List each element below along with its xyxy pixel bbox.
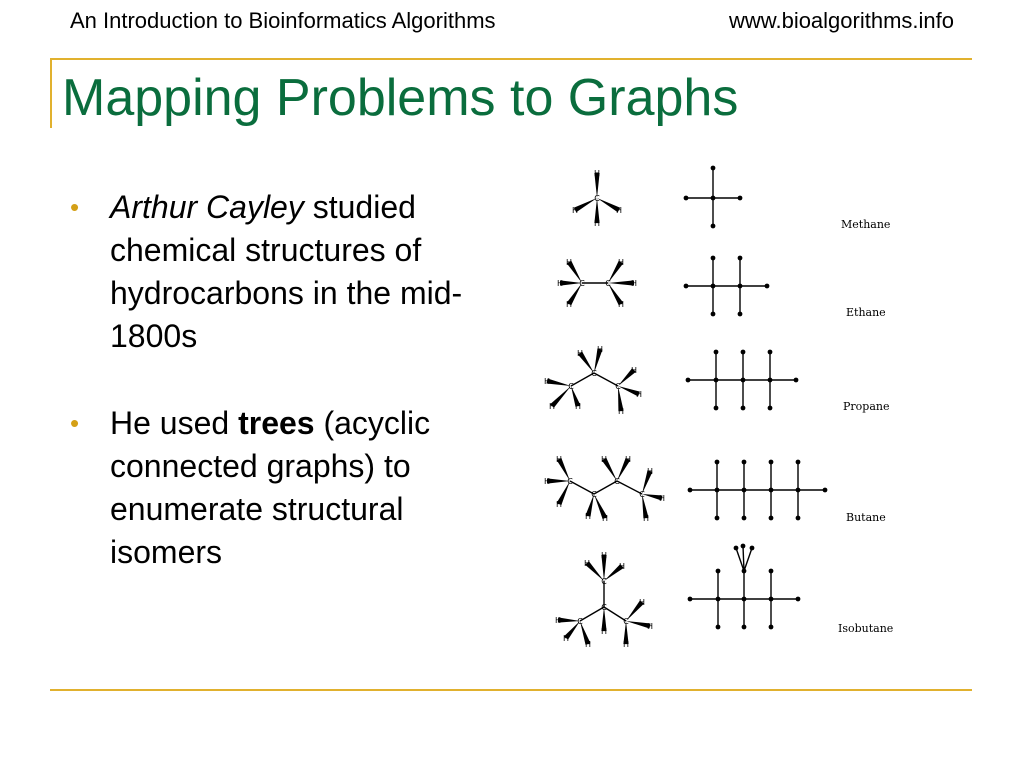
hydrogen-atom: H (571, 206, 579, 215)
tree-vertex (711, 224, 716, 229)
tree-vertex (738, 312, 743, 317)
hydrocarbon-tree-figure (538, 148, 928, 663)
tree-vertex (711, 312, 716, 317)
hydrogen-atom: H (556, 279, 564, 288)
carbon-atom: C (591, 369, 597, 378)
tree-vertex (794, 378, 799, 383)
hydrogen-atom: H (622, 640, 630, 649)
tree-vertex (769, 597, 774, 602)
tree-vertex (796, 488, 801, 493)
tree-vertex (796, 597, 801, 602)
tree-vertex (711, 196, 716, 201)
hydrogen-atom: H (562, 634, 570, 643)
tree-vertex (741, 378, 746, 383)
bullet-icon: • (70, 192, 80, 222)
bullet-text: studied chemical structures of hydrocarbons in the mid-1800s (110, 189, 463, 354)
bullet-icon: • (70, 408, 80, 438)
bottom-divider (50, 689, 972, 691)
hydrogen-atom: H (565, 300, 573, 309)
hydrogen-atom: H (630, 366, 638, 375)
tree-vertex (686, 378, 691, 383)
hydrogen-atom: H (617, 258, 625, 267)
tree-vertex (769, 625, 774, 630)
tree-vertex (684, 196, 689, 201)
hydrogen-atom: H (543, 477, 551, 486)
bullet-emphasis: Arthur Cayley (110, 189, 304, 225)
tree-vertex (741, 406, 746, 411)
hydrogen-atom: H (635, 390, 643, 399)
hydrogen-atom: H (555, 455, 563, 464)
hydrogen-atom: H (600, 551, 608, 560)
hydrogen-atom: H (543, 377, 551, 386)
tree-vertex (768, 378, 773, 383)
tree-vertex (684, 284, 689, 289)
hydrogen-atom: H (601, 514, 609, 523)
tree-vertex (750, 546, 755, 551)
hydrogen-atom: H (596, 345, 604, 354)
tree-vertex (769, 460, 774, 465)
tree-vertex (715, 488, 720, 493)
tree-vertex (711, 166, 716, 171)
molecule-name: Butane (846, 511, 886, 524)
tree-vertex (823, 488, 828, 493)
molecule-name: Ethane (846, 306, 886, 319)
hydrogen-atom: H (615, 206, 623, 215)
carbon-atom: C (579, 279, 585, 288)
tree-vertex (715, 516, 720, 521)
hydrocarbon-diagram (538, 148, 928, 663)
hydrogen-atom: H (618, 562, 626, 571)
hydrogen-atom: H (617, 300, 625, 309)
carbon-atom: C (577, 617, 583, 626)
hydrogen-atom: H (584, 512, 592, 521)
tree-vertex (769, 516, 774, 521)
course-title: An Introduction to Bioinformatics Algorithms (70, 8, 496, 33)
hydrogen-atom: H (638, 598, 646, 607)
carbon-atom: C (591, 490, 597, 499)
tree-vertex (765, 284, 770, 289)
tree-vertex (688, 488, 693, 493)
tree-vertex (738, 284, 743, 289)
carbon-atom: C (623, 617, 629, 626)
hydrogen-atom: H (642, 514, 650, 523)
hydrogen-atom: H (617, 407, 625, 416)
tree-edge (744, 548, 752, 571)
tree-vertex (742, 569, 747, 574)
bullet-item (70, 186, 510, 358)
tree-vertex (715, 460, 720, 465)
tree-vertex (714, 378, 719, 383)
tree-vertex (742, 625, 747, 630)
hydrogen-atom: H (624, 455, 632, 464)
slide-title: Mapping Problems to Graphs (62, 69, 739, 127)
tree-vertex (742, 597, 747, 602)
tree-vertex (714, 350, 719, 355)
hydrogen-atom: H (600, 627, 608, 636)
tree-vertex (716, 625, 721, 630)
tree-vertex (738, 256, 743, 261)
hydrogen-atom: H (593, 219, 601, 228)
tree-vertex (768, 406, 773, 411)
hydrogen-atom: H (548, 402, 556, 411)
tree-vertex (734, 546, 739, 551)
tree-edge (743, 546, 744, 571)
hydrogen-atom: H (646, 622, 654, 631)
carbon-atom: C (594, 194, 600, 203)
molecule-name: Methane (841, 218, 891, 231)
tree-vertex (796, 460, 801, 465)
carbon-atom: C (614, 477, 620, 486)
hydrogen-atom: H (583, 559, 591, 568)
left-accent-divider (50, 58, 52, 128)
hydrogen-atom: H (593, 169, 601, 178)
tree-vertex (741, 544, 746, 549)
tree-vertex (711, 284, 716, 289)
tree-vertex (716, 569, 721, 574)
hydrogen-atom: H (555, 500, 563, 509)
tree-vertex (796, 516, 801, 521)
hydrogen-atom: H (584, 640, 592, 649)
carbon-atom: C (605, 279, 611, 288)
hydrogen-atom: H (576, 349, 584, 358)
carbon-atom: C (567, 477, 573, 486)
bullet-list (70, 186, 510, 618)
tree-vertex (738, 196, 743, 201)
hydrogen-atom: H (630, 279, 638, 288)
carbon-atom: C (615, 382, 621, 391)
top-divider (50, 58, 972, 60)
carbon-atom: C (568, 382, 574, 391)
hydrogen-atom: H (658, 494, 666, 503)
bullet-text: He used (110, 405, 239, 441)
hydrogen-atom: H (574, 402, 582, 411)
bullet-item (70, 402, 510, 574)
tree-vertex (742, 460, 747, 465)
carbon-atom: C (601, 603, 607, 612)
molecule-name: Propane (843, 400, 890, 413)
tree-vertex (768, 350, 773, 355)
tree-vertex (742, 516, 747, 521)
hydrogen-atom: H (646, 467, 654, 476)
carbon-atom: C (601, 577, 607, 586)
molecule-name: Isobutane (838, 622, 894, 635)
tree-vertex (742, 488, 747, 493)
bullet-strong: trees (238, 405, 315, 441)
carbon-atom: C (639, 490, 645, 499)
website-url: www.bioalgorithms.info (729, 8, 954, 33)
tree-vertex (714, 406, 719, 411)
tree-vertex (769, 488, 774, 493)
tree-vertex (741, 350, 746, 355)
hydrogen-atom: H (600, 455, 608, 464)
tree-vertex (688, 597, 693, 602)
tree-vertex (711, 256, 716, 261)
tree-vertex (716, 597, 721, 602)
bullet-text: (acyclic connected graphs) to enumerate structural isomers (110, 405, 431, 570)
hydrogen-atom: H (554, 616, 562, 625)
hydrogen-atom: H (565, 258, 573, 267)
tree-vertex (769, 569, 774, 574)
